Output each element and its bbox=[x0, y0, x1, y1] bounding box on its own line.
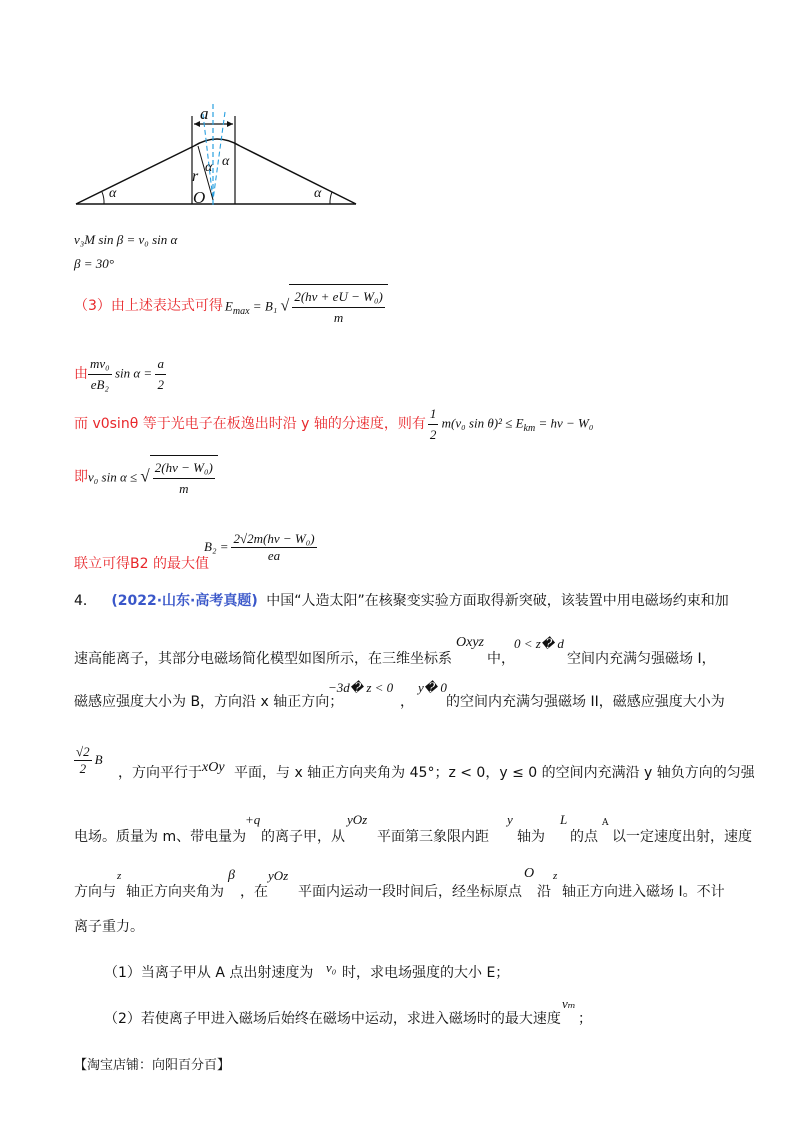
line4-rnumer: a bbox=[155, 354, 166, 375]
diagram-label-alpha-left: α bbox=[109, 186, 117, 201]
q4-line6b: 轴正方向夹角为 bbox=[126, 884, 224, 900]
diagram-label-alpha-inner2: α bbox=[222, 154, 230, 169]
q4-line2-oxyz: Oxyz bbox=[456, 635, 484, 650]
line6-prefix: 即 bbox=[74, 469, 88, 485]
diagram-label-r: r bbox=[192, 168, 199, 185]
q4-line1: 中国“人造太阳”在核聚变实验方面取得新突破，该装置中用电磁场约束和加 bbox=[266, 593, 729, 609]
q4-line2c: 空间内充满匀强磁场 I， bbox=[567, 651, 716, 667]
line5-half-d: 2 bbox=[429, 426, 437, 442]
q4-line6a: 方向与 bbox=[74, 884, 116, 900]
line5-formula: m(v₀ sin θ)² ≤ E bbox=[441, 414, 524, 430]
q4-sub2b: ； bbox=[578, 1011, 592, 1027]
q4-line4b: 平面，与 x 轴正方向夹角为 45°；z < 0，y ≤ 0 的空间内充满沿 y 轴负方向的匀强 bbox=[234, 765, 755, 781]
q4-line5e: 的点 bbox=[570, 829, 598, 845]
q4-sub2a: （2）若使离子甲进入磁场后始终在磁场中运动，求进入磁场时的最大速度 bbox=[104, 1011, 561, 1027]
q4-line6e: 沿 bbox=[537, 884, 551, 900]
q4-line5a: 电场。质量为 m、带电量为 bbox=[74, 829, 247, 845]
q4-line4-d: 2 bbox=[79, 760, 87, 776]
q4-line5-q: +q bbox=[245, 812, 261, 827]
q4-line2a: 速高能离子，其部分电磁场简化模型如图所示，在三维坐标系 bbox=[74, 651, 452, 667]
q4-line6-yoz: yOz bbox=[268, 868, 289, 883]
q4-line2-cond: 0 < z� d bbox=[514, 636, 564, 651]
line4-prefix: 由 bbox=[74, 366, 88, 382]
q4-line4-n: √2 bbox=[76, 743, 90, 759]
line3-denom: m bbox=[333, 310, 344, 325]
footer-shop-label: 【淘宝店铺：向阳百分百】 bbox=[74, 1058, 231, 1073]
line4-denom: eB₂ bbox=[90, 376, 109, 392]
q4-line3a: 磁感应强度大小为 B，方向沿 x 轴正方向； bbox=[74, 694, 344, 710]
q4-line6d: 平面内运动一段时间后，经坐标原点 bbox=[298, 884, 522, 900]
q4-number: 4． bbox=[74, 593, 97, 609]
line5-half-n: 1 bbox=[428, 404, 439, 425]
q4-line3-comma: ， bbox=[400, 694, 414, 710]
line7-lhs: B₂ = bbox=[204, 539, 229, 554]
q4-line5c: 平面第三象限内距 bbox=[377, 829, 489, 845]
line4-numer: mv₀ bbox=[88, 354, 112, 375]
line3-prefix: （3）由上述表达式可得 bbox=[74, 298, 223, 314]
line5-sub: km bbox=[523, 422, 536, 434]
q4-line6-beta: β bbox=[228, 868, 235, 883]
q4-line6-z2: z bbox=[553, 870, 558, 882]
q4-line5b: 的离子甲，从 bbox=[261, 829, 345, 845]
line7-text: 联立可得B2 的最大值 bbox=[74, 556, 209, 572]
diagram-label-O: O bbox=[193, 188, 206, 207]
q4-line6-O: O bbox=[524, 866, 535, 881]
q4-line6c: ，在 bbox=[240, 884, 268, 900]
line3-numer: 2(hν + eU − W₀) bbox=[292, 287, 384, 308]
line7-denom: ea bbox=[267, 547, 281, 563]
q4-line4-xoy: xOy bbox=[202, 760, 225, 775]
q4-source: (2022·山东·高考真题) bbox=[111, 593, 258, 609]
q4-line2b: 中， bbox=[487, 651, 515, 667]
q4-line3b: 的空间内充满匀强磁场 II，磁感应强度大小为 bbox=[446, 694, 725, 710]
q4-sub1-v: v₀ bbox=[326, 960, 337, 975]
equation-2: β = 30° bbox=[74, 256, 114, 271]
line4-rdenom: 2 bbox=[157, 376, 164, 392]
line7-numer: 2√2m(hν − W₀) bbox=[233, 530, 315, 546]
q4-sub2-v: vₘ bbox=[562, 996, 576, 1011]
q4-line5f: 以一定速度出射，速度 bbox=[612, 829, 752, 845]
q4-line5-L: L bbox=[560, 812, 568, 827]
line5-end: = hν − W₀ bbox=[538, 414, 594, 430]
q4-line6f: 轴正方向进入磁场 I。不计 bbox=[562, 884, 725, 900]
line3-eq: = B₁ bbox=[252, 298, 278, 314]
q4-sub1b: 时，求电场强度的大小 E； bbox=[342, 965, 510, 981]
q4-line3-cond: −3d� z < 0 bbox=[328, 680, 394, 695]
q4-line5-y: y bbox=[507, 812, 513, 827]
line6-denom: m bbox=[179, 481, 189, 496]
diagram-label-alpha-right: α bbox=[314, 186, 322, 201]
line3-lhs: E bbox=[224, 298, 233, 314]
q4-line5-yoz: yOz bbox=[347, 812, 368, 827]
line6-numer: 2(hν − W₀) bbox=[153, 458, 215, 479]
q4-line5d: 轴为 bbox=[517, 829, 545, 845]
q4-line7: 离子重力。 bbox=[74, 919, 144, 935]
line4-mid: sin α = bbox=[114, 364, 153, 380]
equation-1: v₃M sin β = v₀ sin α bbox=[74, 232, 178, 247]
q4-line6-z: z bbox=[117, 870, 122, 882]
q4-line3-y: y� 0 bbox=[418, 680, 447, 695]
q4-line5-A: A bbox=[602, 818, 609, 828]
line6-lhs: v₀ sin α ≤ bbox=[88, 469, 138, 485]
line5-text: 而 v0sinθ 等于光电子在板逸出时沿 y 轴的分速度，则有 bbox=[74, 416, 426, 432]
q4-sub1a: （1）当离子甲从 A 点出射速度为 bbox=[104, 965, 314, 981]
line3-sub: max bbox=[232, 306, 250, 318]
q4-line4a: ，方向平行于 bbox=[118, 765, 202, 781]
diagram-label-a: a bbox=[200, 104, 209, 123]
q4-line4-B: B bbox=[94, 752, 103, 767]
diagram-label-alpha-inner1: α bbox=[205, 160, 213, 175]
